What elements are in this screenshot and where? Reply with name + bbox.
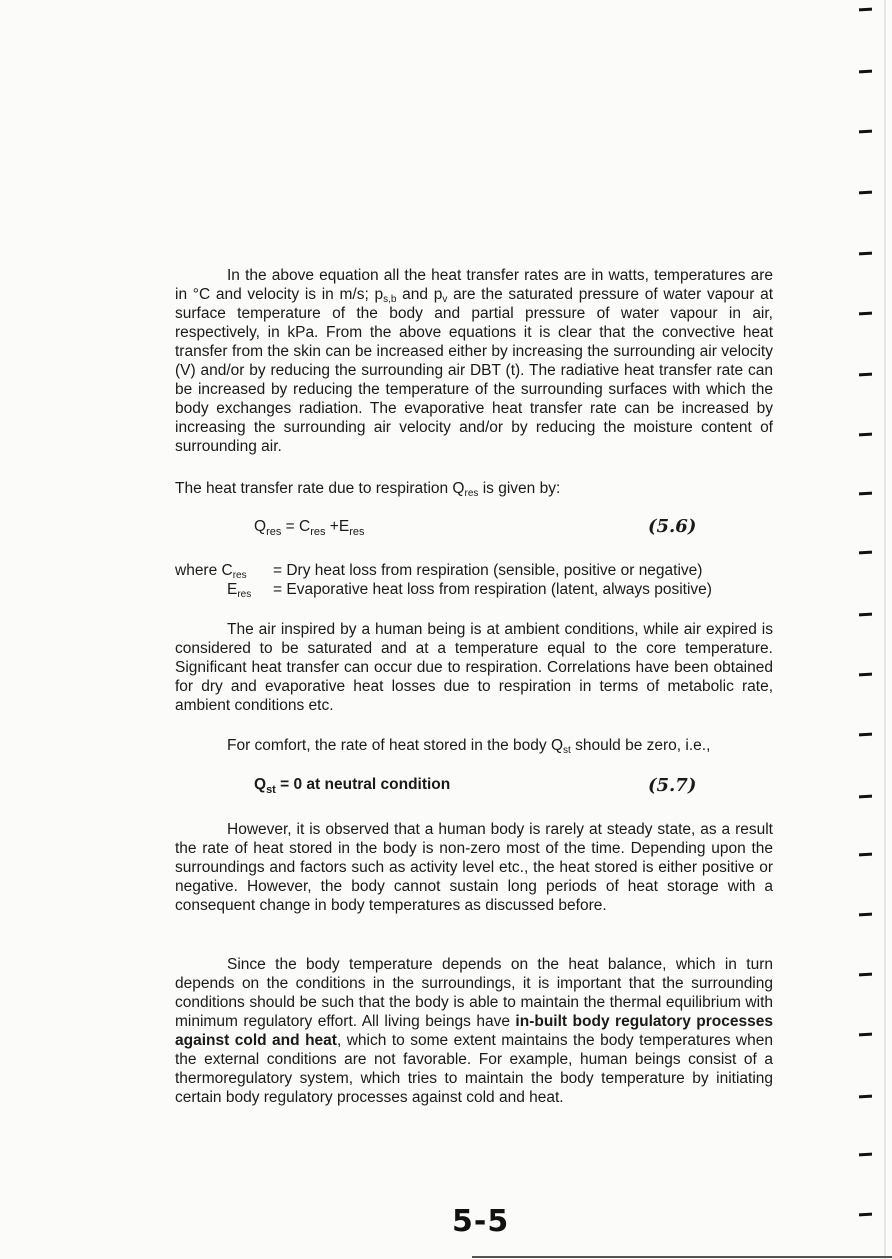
paragraph-air-inspired: The air inspired by a human being is at ambient conditions, while air expired is considered to be saturated and at a temperature equal to the core temperature. Significant heat transfer can occur due to respiration. Correlations have been obtained for dry and evaporative heat losses due to respiration in terms of metabolic rate, ambient conditions etc. bbox=[175, 621, 773, 714]
paragraph-body-temperature: Since the body temperature depends on the heat balance, which in turn depends on the conditions in the surroundings, it is important that the surrounding conditions should be such that the body is able to maintain the thermal equilibrium with minimum regulatory effort. All living beings have in-built body regulatory processes against cold and heat, which to some extent maintains the body temperatures when the external conditions are not favorable. For example, human beings consist of a thermoregulatory system, which tries to maintain the body temperature by initiating certain body regulatory processes against cold and heat. bbox=[175, 956, 773, 1106]
paragraph-comfort: For comfort, the rate of heat stored in the body $Q_{st}$ should be zero, i.e., bbox=[227, 737, 711, 756]
equation-heat-stored: $Q_{st} = 0$ at neutral condition bbox=[254, 776, 451, 796]
paragraph-steady-state: However, it is observed that a human body is rarely at steady state, as a result the rate of heat stored in the body is non-zero most of the time. Depending upon the surroundings and factors such as activity level etc., the heat stored is either positive or negative. However, the body cannot sustain long periods of heat storage with a consequent change in body temperatures as discussed before. bbox=[175, 821, 773, 914]
page-edge-shadow bbox=[884, 0, 886, 1259]
page-number: 5-5 bbox=[452, 1204, 510, 1239]
definition-cres: where $C_{res}$ = Dry heat loss from respiration (sensible, positive or negative) bbox=[175, 562, 703, 581]
definitions-list bbox=[175, 561, 712, 599]
equation-number-5-6: (5.6) bbox=[648, 516, 697, 537]
equation-respiration: $Q_{res} = C_{res} +E_{res}$ bbox=[254, 518, 365, 538]
paragraph-respiration-intro: The heat transfer rate due to respiration $Q_{res}$ is given by: bbox=[175, 480, 561, 499]
paragraph-heat-transfer-units: In the above equation all the heat transfer rates are in watts, temperatures are in °C and velocity is in m/s; $p_{s,b}$ and $p_v$ are the saturated pressure of water vapour at surface temperature of the body and partial pressure of water vapour in air, respectively, in kPa. From the above equations it is clear that the convective heat transfer from the skin can be increased either by increasing the surrounding air velocity (V) and/or by reducing the surrounding air DBT (t). The radiative heat transfer rate can be increased by reducing the temperature of the surrounding surfaces with which the body exchanges radiation. The evaporative heat transfer rate can be increased by increasing the surrounding air velocity and/or by reducing the moisture content of surrounding air. bbox=[175, 267, 774, 455]
equation-number-5-7: (5.7) bbox=[648, 775, 697, 796]
bottom-rule bbox=[472, 1256, 892, 1258]
definition-eres: $E_{res}$ = Evaporative heat loss from respiration (latent, always positive) bbox=[227, 581, 712, 600]
